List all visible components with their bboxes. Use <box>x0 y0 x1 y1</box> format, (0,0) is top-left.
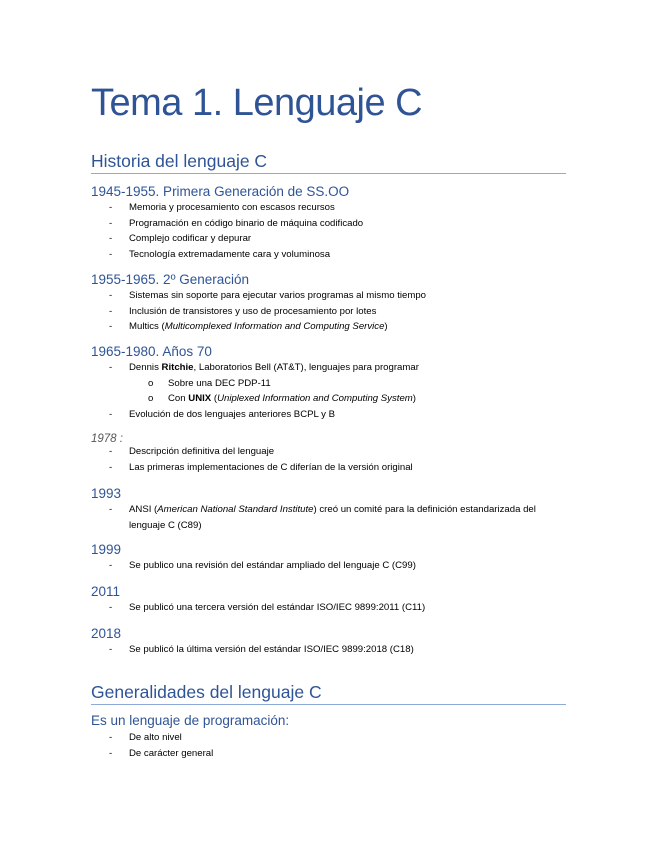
list-item: Tecnología extremadamente cara y voluminosa <box>129 248 331 260</box>
list-item: De alto nivel <box>129 732 182 743</box>
bullet-dash: - <box>109 248 113 260</box>
list-item: Las primeras implementaciones de C diferían de la versión original <box>129 462 413 473</box>
subheading-2011: 2011 <box>91 584 121 599</box>
bullet-dash: - <box>109 290 113 301</box>
bullet-dash: - <box>109 446 113 457</box>
list-item: Memoria y procesamiento con escasos recursos <box>129 202 335 213</box>
sub-bullet-circle: o <box>148 393 154 404</box>
bullet-dash: - <box>109 408 113 420</box>
list-item: Complejo codificar y depurar <box>129 233 252 244</box>
list-item: Inclusión de transistores y uso de procesamiento por lotes <box>129 305 377 317</box>
bullet-dash: - <box>109 504 113 515</box>
sub-list-item: Con UNIX (Uniplexed Information and Computing System) <box>168 393 416 404</box>
bullet-dash: - <box>109 732 113 743</box>
subheading-1999: 1999 <box>91 542 122 557</box>
list-item: Se publico una revisión del estándar ampliado del lenguaje C (C99) <box>129 560 416 571</box>
subheading-1945-1955: 1945-1955. Primera Generación de SS.OO <box>91 184 350 199</box>
bullet-dash: - <box>109 602 113 613</box>
bullet-dash: - <box>109 321 113 332</box>
subheading-1978: 1978 : <box>91 433 123 445</box>
section-heading-generalidades: Generalidades del lenguaje C <box>91 682 566 705</box>
subheading-1993: 1993 <box>91 486 122 501</box>
list-item: De carácter general <box>129 747 214 759</box>
bullet-dash: - <box>109 560 113 571</box>
list-item: Descripción definitiva del lenguaje <box>129 446 275 457</box>
list-item: Se publicó la última versión del estándar ISO/IEC 9899:2018 (C18) <box>129 644 414 655</box>
bullet-dash: - <box>109 747 113 759</box>
list-item: Multics (Multicomplexed Information and Computing Service) <box>129 321 388 332</box>
list-item: Programación en código binario de máquina codificado <box>129 217 364 229</box>
subheading-2018: 2018 <box>91 626 122 641</box>
section-heading-historia: Historia del lenguaje C <box>91 151 566 174</box>
bullet-dash: - <box>109 362 113 373</box>
bullet-dash: - <box>109 217 113 229</box>
subheading-1955-1965: 1955-1965. 2º Generación <box>91 272 250 287</box>
list-item: Evolución de dos lenguajes anteriores BCPL y B <box>129 408 336 420</box>
bullet-dash: - <box>109 305 113 317</box>
bullet-dash: - <box>109 202 113 213</box>
bullet-dash: - <box>109 233 113 244</box>
page-title: Tema 1. Lenguaje C <box>91 82 423 124</box>
list-item: Dennis Ritchie, Laboratorios Bell (AT&T), lenguajes para programar <box>129 362 419 373</box>
bullet-dash: - <box>109 462 113 473</box>
list-item: Se publicó una tercera versión del estándar ISO/IEC 9899:2011 (C11) <box>129 602 426 613</box>
sub-bullet-circle: o <box>148 377 154 389</box>
subheading-1965-1980: 1965-1980. Años 70 <box>91 344 212 359</box>
list-item: Sistemas sin soporte para ejecutar varios programas al mismo tiempo <box>129 290 426 301</box>
sub-list-item: Sobre una DEC PDP-11 <box>168 377 271 389</box>
subheading-lenguaje-programacion: Es un lenguaje de programación: <box>91 713 290 728</box>
list-item: ANSI (American National Standard Institute) creó un comité para la definición estandarizada del lenguaje C (C89) <box>129 504 536 531</box>
bullet-dash: - <box>109 644 113 655</box>
